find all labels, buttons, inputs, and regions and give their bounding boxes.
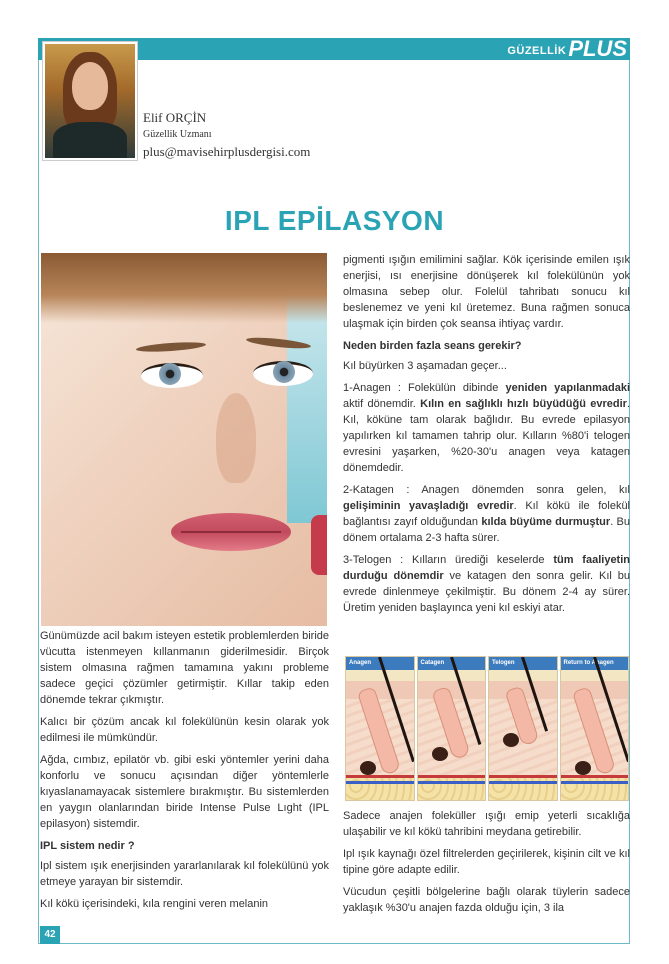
hair-bulb [432,747,448,761]
stage-katagen [343,482,630,546]
text-run: 1-Anagen : Folekülün dibinde [343,382,506,394]
text-run: ve katagen den sonra gelir. Kıl bu evrede dinlenmeye çekilmiştir. Bu dönem 2-4 ay sürer. Üretim yeniden başlayınca yeni kıl eskiyi atar. [343,570,631,614]
author-name: Elif ORÇİN [143,110,207,125]
hair-cycle-diagram [345,656,629,801]
epidermis [561,681,629,699]
panel-title: Catagen [418,657,486,670]
fat-layer [561,776,629,800]
section-heading: IPL sistem nedir ? [40,840,135,852]
paragraph: Kıl büyürken 3 aşamadan geçer... [343,360,507,372]
section-heading: Neden birden fazla seans gerekir? [343,340,522,352]
bold-run: gelişiminin yavaşladığı evredir [343,500,514,512]
hero-left-iris [159,363,181,385]
hero-face-image [41,253,327,626]
vein [418,781,486,784]
author-email: plus@mavisehirplusdergisi.com [143,144,311,159]
hero-hair [41,253,327,323]
paragraph: Ipl sistem ışık enerjisinden yararlanılarak kıl folekülünü yok etmeye yarayan bir sistemdir. [40,860,329,888]
hero-right-iris [273,361,295,383]
fat-layer [418,776,486,800]
article-title: IPL EPİLASYON [224,205,445,236]
panel-title: Anagen [346,657,414,670]
paragraph: Vücudun çeşitli bölgelerine bağlı olarak tüylerin sadece yaklaşık %30'u anajen fazda olduğu için, 3 ila [343,886,630,914]
vein [489,781,557,784]
panel-title: Telogen [489,657,557,670]
diagram-panel-return-to-anagen [560,656,630,801]
paragraph: Ipl ışık kaynağı özel filtrelerden geçirilerek, kişinin cilt ve kıl tipine göre adapte edilir. [343,848,630,876]
text-run: 3-Telogen : Kılların ürediği keselerde [343,554,554,566]
text-run: . Bu dönem ortalama 2-3 hafta sürer. [343,516,630,544]
paragraph: Günümüzde acil bakım isteyen estetik problemlerden biride vücutta istenmeyen kıllanmanın giderilmesidir. Birçok sistem olmasına rağmen tamamına yakını probleme sadece geçici çözümler getirmiştir. Kıllar takip eden dönemde tekrar çıkmıştır. [40,630,329,706]
brand-small-text: GÜZELLİK [507,45,567,57]
artery [489,775,557,778]
stage-telogen [343,552,630,616]
fat-layer [489,776,557,800]
right-column-top [343,252,630,622]
fat-layer [346,776,414,800]
vein [346,781,414,784]
hero-lipstick [311,515,327,575]
artery [346,775,414,778]
vein [561,781,629,784]
paragraph: Kıl kökü içerisindeki, kıla rengini veren melanin [40,898,269,910]
hero-lip-line [181,531,281,533]
bold-run: yeniden yapılanmadaki [505,382,630,394]
right-column-bottom [343,808,630,922]
paragraph: Sadece anajen foleküller ışığı emip yeterli sıcaklığa ulaşabilir ve kıl kökü tahribini meydana getirebilir. [343,810,630,838]
text-run: . Kıl kökü ile folekül bağlantısı zayıf olduğundan [343,500,631,528]
hair-bulb [503,733,519,747]
page-number: 42 [40,926,60,944]
bold-run: Kılın en sağlıklı hızlı büyüdüğü evredir [420,398,627,410]
paragraph: Kalıcı bir çözüm ancak kıl folekülünün kesin olarak yok edilmesi ile mümkündür. [40,716,329,744]
bold-run: tüm faaliyetin durduğu dönemdir [343,554,630,582]
hero-nose [216,393,256,483]
diagram-panel-telogen [488,656,558,801]
paragraph: Ağda, cımbız, epilatör vb. gibi eski yöntemler yerini daha konforlu ve sonucu açısından diğer yöntemlerle kıyaslanamayacak sistemlere bırakmıştır. Bu sistemlerden en yaygın olanlarından biride Intense Pulse Lıght (IPL epilasyon) sistemdir. [40,754,329,830]
left-column [40,628,329,918]
hair-bulb [575,761,591,775]
bold-run: kılda büyüme durmuştur [481,516,611,528]
epidermis [346,681,414,699]
magazine-brand [507,38,627,60]
diagram-panel-anagen [345,656,415,801]
artery [561,775,629,778]
brand-big-text: PLUS [568,36,627,61]
diagram-panel-catagen [417,656,487,801]
hero-left-brow [136,341,206,354]
author-role: Güzellik Uzmanı [143,129,212,140]
hair-bulb [360,761,376,775]
paragraph: pigmenti ışığın emilimini sağlar. Kök içerisinde emilen ışık enerjisi, ısı enerjisine dönüşerek kıl folekülünün yok olmasına sebep olur. Folelül tahribatı sonucu kıl beslenemez ve yeni kıl üretemez. Buna rağmen sonuca ulaşmak için birden çok seansa ihtiyaç vardır. [343,254,630,330]
text-run: . Kıl, köküne tam olarak bağlıdır. Bu evrede epilasyon yapılırken kıl tamamen tahrip olur. Kılların %80'i telogen evresini yaşarken, %20-30'u anagen veya katagen dönemdedir. [343,398,630,474]
panel-title: Return to Anagen [561,657,629,670]
author-face [72,62,108,110]
text-run: 2-Katagen : Anagen dönemden sonra gelen, kıl [343,484,630,496]
author-body [53,122,127,160]
artery [418,775,486,778]
text-run: aktif dönemdir. [343,398,421,410]
author-photo [43,42,137,160]
stage-anagen [343,380,630,476]
